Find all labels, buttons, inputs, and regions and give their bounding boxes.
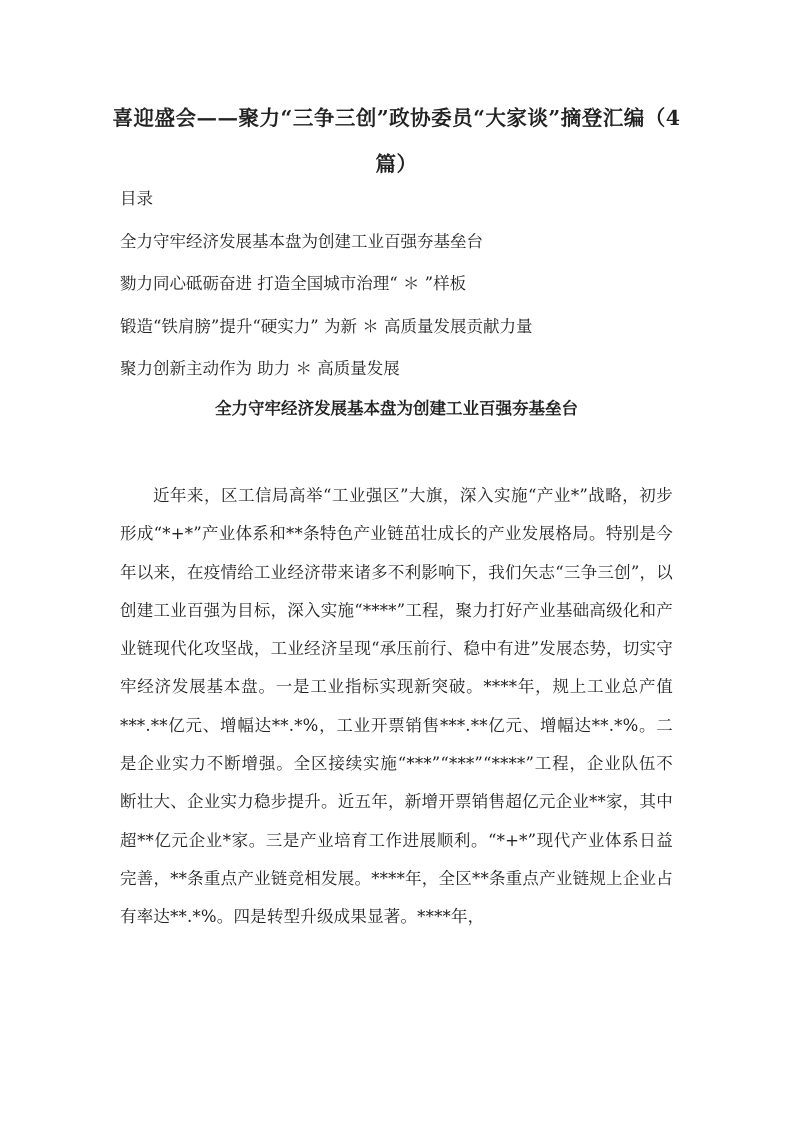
table-of-contents: [120, 185, 680, 398]
document-title: 喜迎盛会——聚力“三争三创”政协委员“大家谈”摘登汇编（4篇）: [112, 106, 681, 176]
toc-item: 勠力同心砥砺奋进 打造全国城市治理“ ＊ ”样板: [120, 274, 467, 293]
toc-item: 全力守牢经济发展基本盘为创建工业百强夯基垒台: [120, 231, 483, 251]
body-paragraph: 近年来，区工信局高举“工业强区”大旗，深入实施“产业*”战略，初步形成“*+*”产业体系和**条特色产业链茁壮成长的产业发展格局。特别是今年以来，在疫情给工业经济带来诸多不利影响下，我们矢志“三争三创”，以创建工业百强为目标，深入实施“****”工程，聚力打好产业基础高级化和产业链现代化攻坚战，工业经济呈现“承压前行、稳中有进”发展态势，切实守牢经济发展基本盘。一是工业指标实现新突破。****年，规上工业总产值***.**亿元、增幅达**.*%，工业开票销售***.**亿元、增幅达**.*%。二是企业实力不断增强。全区接续实施“***”“***”“****”工程，企业队伍不断壮大、企业实力稳步提升。近五年，新增开票销售超亿元企业**家，其中超**亿元企业*家。三是产业培育工作进展顺利。“*+*”现代产业体系日益完善，**条重点产业链竞相发展。****年，全区**条重点产业链规上企业占有率达**.*%。四是转型升级成果显著。****年，: [120, 486, 673, 927]
section-title: 全力守牢经济发展基本盘为创建工业百强夯基垒台: [215, 399, 578, 418]
toc-item: 锻造“铁肩膀”提升“硬实力” 为新 ＊ 高质量发展贡献力量: [120, 316, 533, 336]
toc-heading: 目录: [120, 189, 153, 208]
toc-item: 聚力创新主动作为 助力 ＊ 高质量发展: [120, 359, 400, 378]
